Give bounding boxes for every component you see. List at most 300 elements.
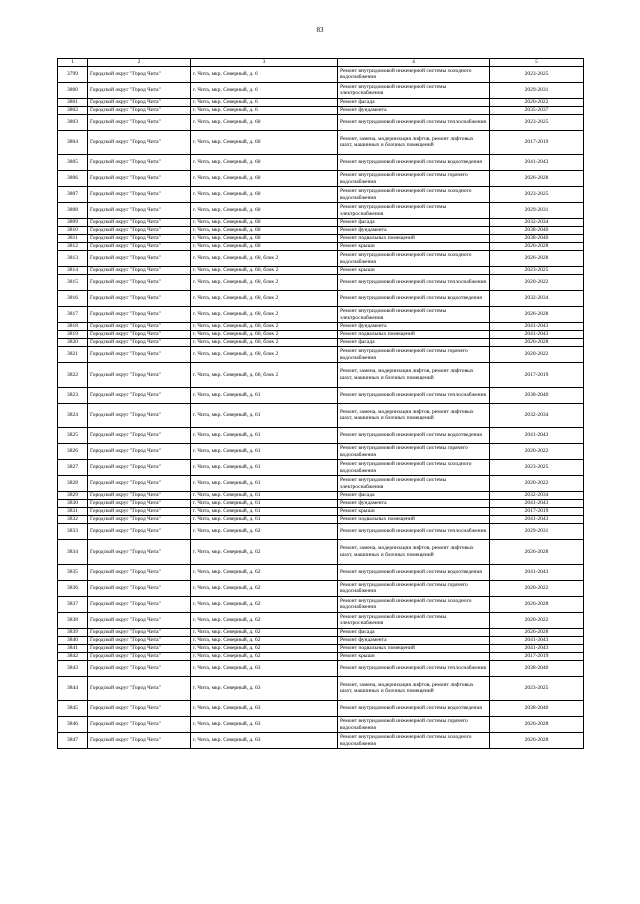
row-number-cell: 3826	[58, 444, 88, 460]
period-cell: 2038-2040	[490, 387, 584, 403]
work-type-cell: Ремонт внутридомовой инженерной системы водоотведения	[338, 564, 490, 580]
table-row	[58, 676, 584, 701]
address-cell: г. Чита, мкр. Северный, д. 60	[191, 130, 338, 155]
period-cell: 2041-2043	[490, 500, 584, 508]
municipality-cell: Городской округ "Город Чита"	[88, 387, 191, 403]
row-number-cell: 3820	[58, 339, 88, 347]
municipality-cell: Городской округ "Город Чита"	[88, 251, 191, 267]
row-number-cell: 3841	[58, 644, 88, 652]
row-number-cell: 3816	[58, 291, 88, 307]
table-row	[58, 628, 584, 636]
municipality-cell: Городской округ "Город Чита"	[88, 66, 191, 82]
work-type-cell: Ремонт, замена, модернизация лифтов, ремонт лифтовых шахт, машинных и блочных помещений	[338, 130, 490, 155]
work-type-cell: Ремонт внутридомовой инженерной системы водоотведения	[338, 428, 490, 444]
work-type-cell: Ремонт внутридомовой инженерной системы теплоснабжения	[338, 387, 490, 403]
row-number-cell: 3828	[58, 476, 88, 492]
row-number-cell: 3842	[58, 652, 88, 660]
period-cell: 2017-2019	[490, 363, 584, 388]
row-number-cell: 3800	[58, 82, 88, 98]
municipality-cell: Городской округ "Город Чита"	[88, 564, 191, 580]
period-cell: 2041-2043	[490, 331, 584, 339]
table-row	[58, 171, 584, 187]
row-number-cell: 3837	[58, 596, 88, 612]
work-type-cell: Ремонт, замена, модернизация лифтов, ремонт лифтовых шахт, машинных и блочных помещений	[338, 363, 490, 388]
period-cell: 2041-2043	[490, 428, 584, 444]
row-number-cell: 3832	[58, 516, 88, 524]
table-row	[58, 508, 584, 516]
address-cell: г. Чита, мкр. Северный, д. 6	[191, 82, 338, 98]
table-row	[58, 291, 584, 307]
municipality-cell: Городской округ "Город Чита"	[88, 171, 191, 187]
row-number-cell: 3819	[58, 331, 88, 339]
row-number-cell: 3803	[58, 114, 88, 130]
work-type-cell: Ремонт крыши	[338, 267, 490, 275]
work-type-cell: Ремонт внутридомовой инженерной системы теплоснабжения	[338, 114, 490, 130]
municipality-cell: Городской округ "Город Чита"	[88, 267, 191, 275]
row-number-cell: 3801	[58, 98, 88, 106]
work-type-cell: Ремонт внутридомовой инженерной системы теплоснабжения	[338, 660, 490, 676]
row-number-cell: 3845	[58, 701, 88, 717]
work-type-cell: Ремонт подвальных помещений	[338, 235, 490, 243]
address-cell: г. Чита, мкр. Северный, д. 60, блок 2	[191, 339, 338, 347]
period-cell: 2023-2025	[490, 114, 584, 130]
period-cell: 2032-2034	[490, 403, 584, 428]
period-cell: 2023-2025	[490, 676, 584, 701]
period-cell: 2032-2034	[490, 492, 584, 500]
period-cell: 2041-2043	[490, 564, 584, 580]
table-row	[58, 492, 584, 500]
work-type-cell: Ремонт внутридомовой инженерной системы горячего водоснабжения	[338, 717, 490, 733]
table-row	[58, 219, 584, 227]
row-number-cell: 3810	[58, 227, 88, 235]
municipality-cell: Городской округ "Город Чита"	[88, 114, 191, 130]
table-row	[58, 460, 584, 476]
municipality-cell: Городской округ "Город Чита"	[88, 476, 191, 492]
table-row	[58, 66, 584, 82]
period-cell: 2032-2034	[490, 291, 584, 307]
address-cell: г. Чита, мкр. Северный, д. 60, блок 2	[191, 331, 338, 339]
row-number-cell: 3822	[58, 363, 88, 388]
period-cell: 2023-2025	[490, 267, 584, 275]
address-cell: г. Чита, мкр. Северный, д. 61	[191, 508, 338, 516]
table-row	[58, 387, 584, 403]
period-cell: 2026-2028	[490, 307, 584, 323]
table-row	[58, 580, 584, 596]
table-row	[58, 323, 584, 331]
period-cell: 2029-2031	[490, 524, 584, 540]
table-row	[58, 114, 584, 130]
municipality-cell: Городской округ "Город Чита"	[88, 540, 191, 565]
municipality-cell: Городской округ "Город Чита"	[88, 596, 191, 612]
row-number-cell: 3812	[58, 243, 88, 251]
address-cell: г. Чита, мкр. Северный, д. 62	[191, 628, 338, 636]
row-number-cell: 3840	[58, 636, 88, 644]
work-type-cell: Ремонт крыши	[338, 508, 490, 516]
row-number-cell: 3811	[58, 235, 88, 243]
table-row	[58, 275, 584, 291]
address-cell: г. Чита, мкр. Северный, д. 62	[191, 580, 338, 596]
table-row	[58, 106, 584, 114]
address-cell: г. Чита, мкр. Северный, д. 61	[191, 500, 338, 508]
row-number-cell: 3817	[58, 307, 88, 323]
period-cell: 2017-2019	[490, 652, 584, 660]
address-cell: г. Чита, мкр. Северный, д. 62	[191, 652, 338, 660]
work-type-cell: Ремонт фундамента	[338, 500, 490, 508]
address-cell: г. Чита, мкр. Северный, д. 60, блок 2	[191, 275, 338, 291]
period-cell: 2023-2025	[490, 66, 584, 82]
table-row	[58, 428, 584, 444]
table-row	[58, 243, 584, 251]
municipality-cell: Городской округ "Город Чита"	[88, 444, 191, 460]
address-cell: г. Чита, мкр. Северный, д. 60	[191, 219, 338, 227]
column-header-2: 2	[88, 59, 191, 67]
address-cell: г. Чита, мкр. Северный, д. 63	[191, 733, 338, 749]
municipality-cell: Городской округ "Город Чита"	[88, 275, 191, 291]
work-type-cell: Ремонт фасада	[338, 628, 490, 636]
work-type-cell: Ремонт внутридомовой инженерной системы водоотведения	[338, 291, 490, 307]
address-cell: г. Чита, мкр. Северный, д. 60, блок 2	[191, 363, 338, 388]
period-cell: 2041-2043	[490, 516, 584, 524]
work-type-cell: Ремонт фасада	[338, 98, 490, 106]
municipality-cell: Городской округ "Город Чита"	[88, 660, 191, 676]
municipality-cell: Городской округ "Город Чита"	[88, 106, 191, 114]
address-cell: г. Чита, мкр. Северный, д. 60, блок 2	[191, 347, 338, 363]
table-row	[58, 516, 584, 524]
row-number-cell: 3813	[58, 251, 88, 267]
table-row	[58, 596, 584, 612]
work-type-cell: Ремонт, замена, модернизация лифтов, ремонт лифтовых шахт, машинных и блочных помещений	[338, 540, 490, 565]
address-cell: г. Чита, мкр. Северный, д. 61	[191, 492, 338, 500]
period-cell: 2026-2028	[490, 733, 584, 749]
table-row	[58, 227, 584, 235]
period-cell: 2020-2022	[490, 476, 584, 492]
table-row	[58, 701, 584, 717]
address-cell: г. Чита, мкр. Северный, д. 62	[191, 612, 338, 628]
address-cell: г. Чита, мкр. Северный, д. 6	[191, 66, 338, 82]
work-type-cell: Ремонт внутридомовой инженерной системы электроснабжения	[338, 612, 490, 628]
municipality-cell: Городской округ "Город Чита"	[88, 291, 191, 307]
table-row	[58, 82, 584, 98]
table-row	[58, 644, 584, 652]
table-row	[58, 444, 584, 460]
row-number-cell: 3835	[58, 564, 88, 580]
address-cell: г. Чита, мкр. Северный, д. 61	[191, 444, 338, 460]
municipality-cell: Городской округ "Город Чита"	[88, 644, 191, 652]
work-type-cell: Ремонт фундамента	[338, 323, 490, 331]
work-type-cell: Ремонт внутридомовой инженерной системы холодного водоснабжения	[338, 187, 490, 203]
period-cell: 2038-2040	[490, 701, 584, 717]
address-cell: г. Чита, мкр. Северный, д. 60	[191, 203, 338, 219]
work-type-cell: Ремонт внутридомовой инженерной системы электроснабжения	[338, 307, 490, 323]
municipality-cell: Городской округ "Город Чита"	[88, 363, 191, 388]
work-type-cell: Ремонт внутридомовой инженерной системы теплоснабжения	[338, 524, 490, 540]
address-cell: г. Чита, мкр. Северный, д. 6	[191, 98, 338, 106]
work-type-cell: Ремонт внутридомовой инженерной системы холодного водоснабжения	[338, 460, 490, 476]
table-row	[58, 339, 584, 347]
municipality-cell: Городской округ "Город Чита"	[88, 82, 191, 98]
period-cell: 2041-2043	[490, 644, 584, 652]
table-row	[58, 403, 584, 428]
period-cell: 2020-2022	[490, 275, 584, 291]
work-type-cell: Ремонт внутридомовой инженерной системы холодного водоснабжения	[338, 596, 490, 612]
municipality-cell: Городской округ "Город Чита"	[88, 636, 191, 644]
row-number-cell: 3846	[58, 717, 88, 733]
address-cell: г. Чита, мкр. Северный, д. 63	[191, 701, 338, 717]
row-number-cell: 3818	[58, 323, 88, 331]
municipality-cell: Городской округ "Город Чита"	[88, 524, 191, 540]
table-row	[58, 717, 584, 733]
row-number-cell: 3831	[58, 508, 88, 516]
row-number-cell: 3804	[58, 130, 88, 155]
municipality-cell: Городской округ "Город Чита"	[88, 203, 191, 219]
work-type-cell: Ремонт крыши	[338, 243, 490, 251]
period-cell: 2026-2028	[490, 339, 584, 347]
row-number-cell: 3833	[58, 524, 88, 540]
table-row	[58, 540, 584, 565]
work-type-cell: Ремонт фасада	[338, 219, 490, 227]
work-type-cell: Ремонт внутридомовой инженерной системы холодного водоснабжения	[338, 733, 490, 749]
period-cell: 2017-2019	[490, 130, 584, 155]
table-row	[58, 235, 584, 243]
municipality-cell: Городской округ "Город Чита"	[88, 187, 191, 203]
work-type-cell: Ремонт фасада	[338, 339, 490, 347]
address-cell: г. Чита, мкр. Северный, д. 60	[191, 243, 338, 251]
address-cell: г. Чита, мкр. Северный, д. 62	[191, 564, 338, 580]
column-header-1: 1	[58, 59, 88, 67]
municipality-cell: Городской округ "Город Чита"	[88, 331, 191, 339]
row-number-cell: 3806	[58, 171, 88, 187]
table-row	[58, 564, 584, 580]
period-cell: 2026-2028	[490, 596, 584, 612]
table-row	[58, 267, 584, 275]
address-cell: г. Чита, мкр. Северный, д. 63	[191, 676, 338, 701]
table-header-row	[58, 59, 584, 67]
period-cell: 2029-2031	[490, 203, 584, 219]
work-type-cell: Ремонт подвальных помещений	[338, 644, 490, 652]
table-row	[58, 524, 584, 540]
row-number-cell: 3809	[58, 219, 88, 227]
period-cell: 2026-2028	[490, 540, 584, 565]
address-cell: г. Чита, мкр. Северный, д. 60, блок 2	[191, 251, 338, 267]
work-type-cell: Ремонт внутридомовой инженерной системы водоотведения	[338, 701, 490, 717]
address-cell: г. Чита, мкр. Северный, д. 61	[191, 516, 338, 524]
work-type-cell: Ремонт фасада	[338, 492, 490, 500]
table-row	[58, 203, 584, 219]
period-cell: 2020-2022	[490, 347, 584, 363]
municipality-cell: Городской округ "Город Чита"	[88, 717, 191, 733]
period-cell: 2029-2031	[490, 82, 584, 98]
period-cell: 2023-2025	[490, 460, 584, 476]
address-cell: г. Чита, мкр. Северный, д. 60	[191, 227, 338, 235]
period-cell: 2023-2025	[490, 187, 584, 203]
work-type-cell: Ремонт, замена, модернизация лифтов, ремонт лифтовых шахт, машинных и блочных помещений	[338, 403, 490, 428]
work-type-cell: Ремонт внутридомовой инженерной системы водоотведения	[338, 155, 490, 171]
municipality-cell: Городской округ "Город Чита"	[88, 98, 191, 106]
table-row	[58, 251, 584, 267]
table-row	[58, 660, 584, 676]
column-header-3: 3	[191, 59, 338, 67]
work-type-cell: Ремонт фундамента	[338, 636, 490, 644]
municipality-cell: Городской округ "Город Чита"	[88, 428, 191, 444]
work-type-cell: Ремонт подвальных помещений	[338, 331, 490, 339]
row-number-cell: 3825	[58, 428, 88, 444]
period-cell: 2026-2028	[490, 243, 584, 251]
address-cell: г. Чита, мкр. Северный, д. 61	[191, 387, 338, 403]
municipality-cell: Городской округ "Город Чита"	[88, 580, 191, 596]
row-number-cell: 3799	[58, 66, 88, 82]
work-type-cell: Ремонт внутридомовой инженерной системы электроснабжения	[338, 203, 490, 219]
work-type-cell: Ремонт внутридомовой инженерной системы горячего водоснабжения	[338, 347, 490, 363]
period-cell: 2020-2022	[490, 98, 584, 106]
row-number-cell: 3823	[58, 387, 88, 403]
period-cell: 2020-2022	[490, 580, 584, 596]
period-cell: 2026-2028	[490, 717, 584, 733]
municipality-cell: Городской округ "Город Чита"	[88, 243, 191, 251]
row-number-cell: 3821	[58, 347, 88, 363]
municipality-cell: Городской округ "Город Чита"	[88, 339, 191, 347]
work-type-cell: Ремонт внутридомовой инженерной системы электроснабжения	[338, 82, 490, 98]
work-type-cell: Ремонт внутридомовой инженерной системы электроснабжения	[338, 476, 490, 492]
period-cell: 2020-2022	[490, 444, 584, 460]
column-header-4: 4	[338, 59, 490, 67]
row-number-cell: 3815	[58, 275, 88, 291]
table-row	[58, 652, 584, 660]
work-type-cell: Ремонт фундамента	[338, 106, 490, 114]
work-type-cell: Ремонт внутридомовой инженерной системы горячего водоснабжения	[338, 444, 490, 460]
table-row	[58, 130, 584, 155]
row-number-cell: 3829	[58, 492, 88, 500]
municipality-cell: Городской округ "Город Чита"	[88, 130, 191, 155]
work-type-cell: Ремонт подвальных помещений	[338, 516, 490, 524]
row-number-cell: 3844	[58, 676, 88, 701]
row-number-cell: 3808	[58, 203, 88, 219]
municipality-cell: Городской округ "Город Чита"	[88, 652, 191, 660]
period-cell: 2032-2034	[490, 219, 584, 227]
table-body	[58, 66, 584, 749]
address-cell: г. Чита, мкр. Северный, д. 60	[191, 171, 338, 187]
address-cell: г. Чита, мкр. Северный, д. 60, блок 2	[191, 291, 338, 307]
period-cell: 2035-2037	[490, 106, 584, 114]
row-number-cell: 3839	[58, 628, 88, 636]
row-number-cell: 3827	[58, 460, 88, 476]
address-cell: г. Чита, мкр. Северный, д. 60, блок 2	[191, 267, 338, 275]
period-cell: 2020-2022	[490, 612, 584, 628]
address-cell: г. Чита, мкр. Северный, д. 63	[191, 717, 338, 733]
row-number-cell: 3802	[58, 106, 88, 114]
row-number-cell: 3836	[58, 580, 88, 596]
address-cell: г. Чита, мкр. Северный, д. 61	[191, 460, 338, 476]
work-type-cell: Ремонт фундамента	[338, 227, 490, 235]
address-cell: г. Чита, мкр. Северный, д. 61	[191, 428, 338, 444]
municipality-cell: Городской округ "Город Чита"	[88, 492, 191, 500]
work-type-cell: Ремонт крыши	[338, 652, 490, 660]
municipality-cell: Городской округ "Город Чита"	[88, 347, 191, 363]
period-cell: 2041-2043	[490, 636, 584, 644]
row-number-cell: 3830	[58, 500, 88, 508]
table-row	[58, 187, 584, 203]
municipality-cell: Городской округ "Город Чита"	[88, 227, 191, 235]
row-number-cell: 3824	[58, 403, 88, 428]
table-row	[58, 98, 584, 106]
address-cell: г. Чита, мкр. Северный, д. 62	[191, 644, 338, 652]
period-cell: 2026-2028	[490, 628, 584, 636]
address-cell: г. Чита, мкр. Северный, д. 61	[191, 476, 338, 492]
period-cell: 2041-2043	[490, 155, 584, 171]
table-row	[58, 476, 584, 492]
row-number-cell: 3838	[58, 612, 88, 628]
period-cell: 2041-2043	[490, 323, 584, 331]
work-type-cell: Ремонт, замена, модернизация лифтов, ремонт лифтовых шахт, машинных и блочных помещений	[338, 676, 490, 701]
municipality-cell: Городской округ "Город Чита"	[88, 516, 191, 524]
repair-schedule-table	[57, 58, 584, 749]
work-type-cell: Ремонт внутридомовой инженерной системы горячего водоснабжения	[338, 580, 490, 596]
address-cell: г. Чита, мкр. Северный, д. 62	[191, 596, 338, 612]
municipality-cell: Городской округ "Город Чита"	[88, 155, 191, 171]
municipality-cell: Городской округ "Город Чита"	[88, 676, 191, 701]
municipality-cell: Городской округ "Город Чита"	[88, 628, 191, 636]
table-row	[58, 331, 584, 339]
row-number-cell: 3847	[58, 733, 88, 749]
municipality-cell: Городской округ "Город Чита"	[88, 500, 191, 508]
municipality-cell: Городской округ "Город Чита"	[88, 323, 191, 331]
column-header-5: 5	[490, 59, 584, 67]
address-cell: г. Чита, мкр. Северный, д. 60	[191, 155, 338, 171]
row-number-cell: 3814	[58, 267, 88, 275]
address-cell: г. Чита, мкр. Северный, д. 62	[191, 540, 338, 565]
address-cell: г. Чита, мкр. Северный, д. 60	[191, 114, 338, 130]
municipality-cell: Городской округ "Город Чита"	[88, 460, 191, 476]
municipality-cell: Городской округ "Город Чита"	[88, 219, 191, 227]
table-row	[58, 347, 584, 363]
address-cell: г. Чита, мкр. Северный, д. 60, блок 2	[191, 307, 338, 323]
work-type-cell: Ремонт внутридомовой инженерной системы холодного водоснабжения	[338, 66, 490, 82]
table-row	[58, 636, 584, 644]
address-cell: г. Чита, мкр. Северный, д. 62	[191, 524, 338, 540]
address-cell: г. Чита, мкр. Северный, д. 63	[191, 660, 338, 676]
municipality-cell: Городской округ "Город Чита"	[88, 307, 191, 323]
work-type-cell: Ремонт внутридомовой инженерной системы теплоснабжения	[338, 275, 490, 291]
row-number-cell: 3834	[58, 540, 88, 565]
page-number: 83	[316, 26, 324, 34]
row-number-cell: 3807	[58, 187, 88, 203]
municipality-cell: Городской округ "Город Чита"	[88, 403, 191, 428]
table-row	[58, 155, 584, 171]
period-cell: 2038-2040	[490, 227, 584, 235]
row-number-cell: 3805	[58, 155, 88, 171]
address-cell: г. Чита, мкр. Северный, д. 62	[191, 636, 338, 644]
work-type-cell: Ремонт внутридомовой инженерной системы горячего водоснабжения	[338, 171, 490, 187]
address-cell: г. Чита, мкр. Северный, д. 61	[191, 403, 338, 428]
period-cell: 2026-2028	[490, 251, 584, 267]
municipality-cell: Городской округ "Город Чита"	[88, 701, 191, 717]
address-cell: г. Чита, мкр. Северный, д. 6	[191, 106, 338, 114]
municipality-cell: Городской округ "Город Чита"	[88, 235, 191, 243]
period-cell: 2017-2019	[490, 508, 584, 516]
period-cell: 2026-2028	[490, 171, 584, 187]
period-cell: 2038-2040	[490, 660, 584, 676]
table-row	[58, 500, 584, 508]
address-cell: г. Чита, мкр. Северный, д. 60, блок 2	[191, 323, 338, 331]
row-number-cell: 3843	[58, 660, 88, 676]
table-row	[58, 733, 584, 749]
table-row	[58, 307, 584, 323]
municipality-cell: Городской округ "Город Чита"	[88, 508, 191, 516]
period-cell: 2038-2040	[490, 235, 584, 243]
municipality-cell: Городской округ "Город Чита"	[88, 733, 191, 749]
address-cell: г. Чита, мкр. Северный, д. 60	[191, 187, 338, 203]
address-cell: г. Чита, мкр. Северный, д. 60	[191, 235, 338, 243]
table-row	[58, 363, 584, 388]
